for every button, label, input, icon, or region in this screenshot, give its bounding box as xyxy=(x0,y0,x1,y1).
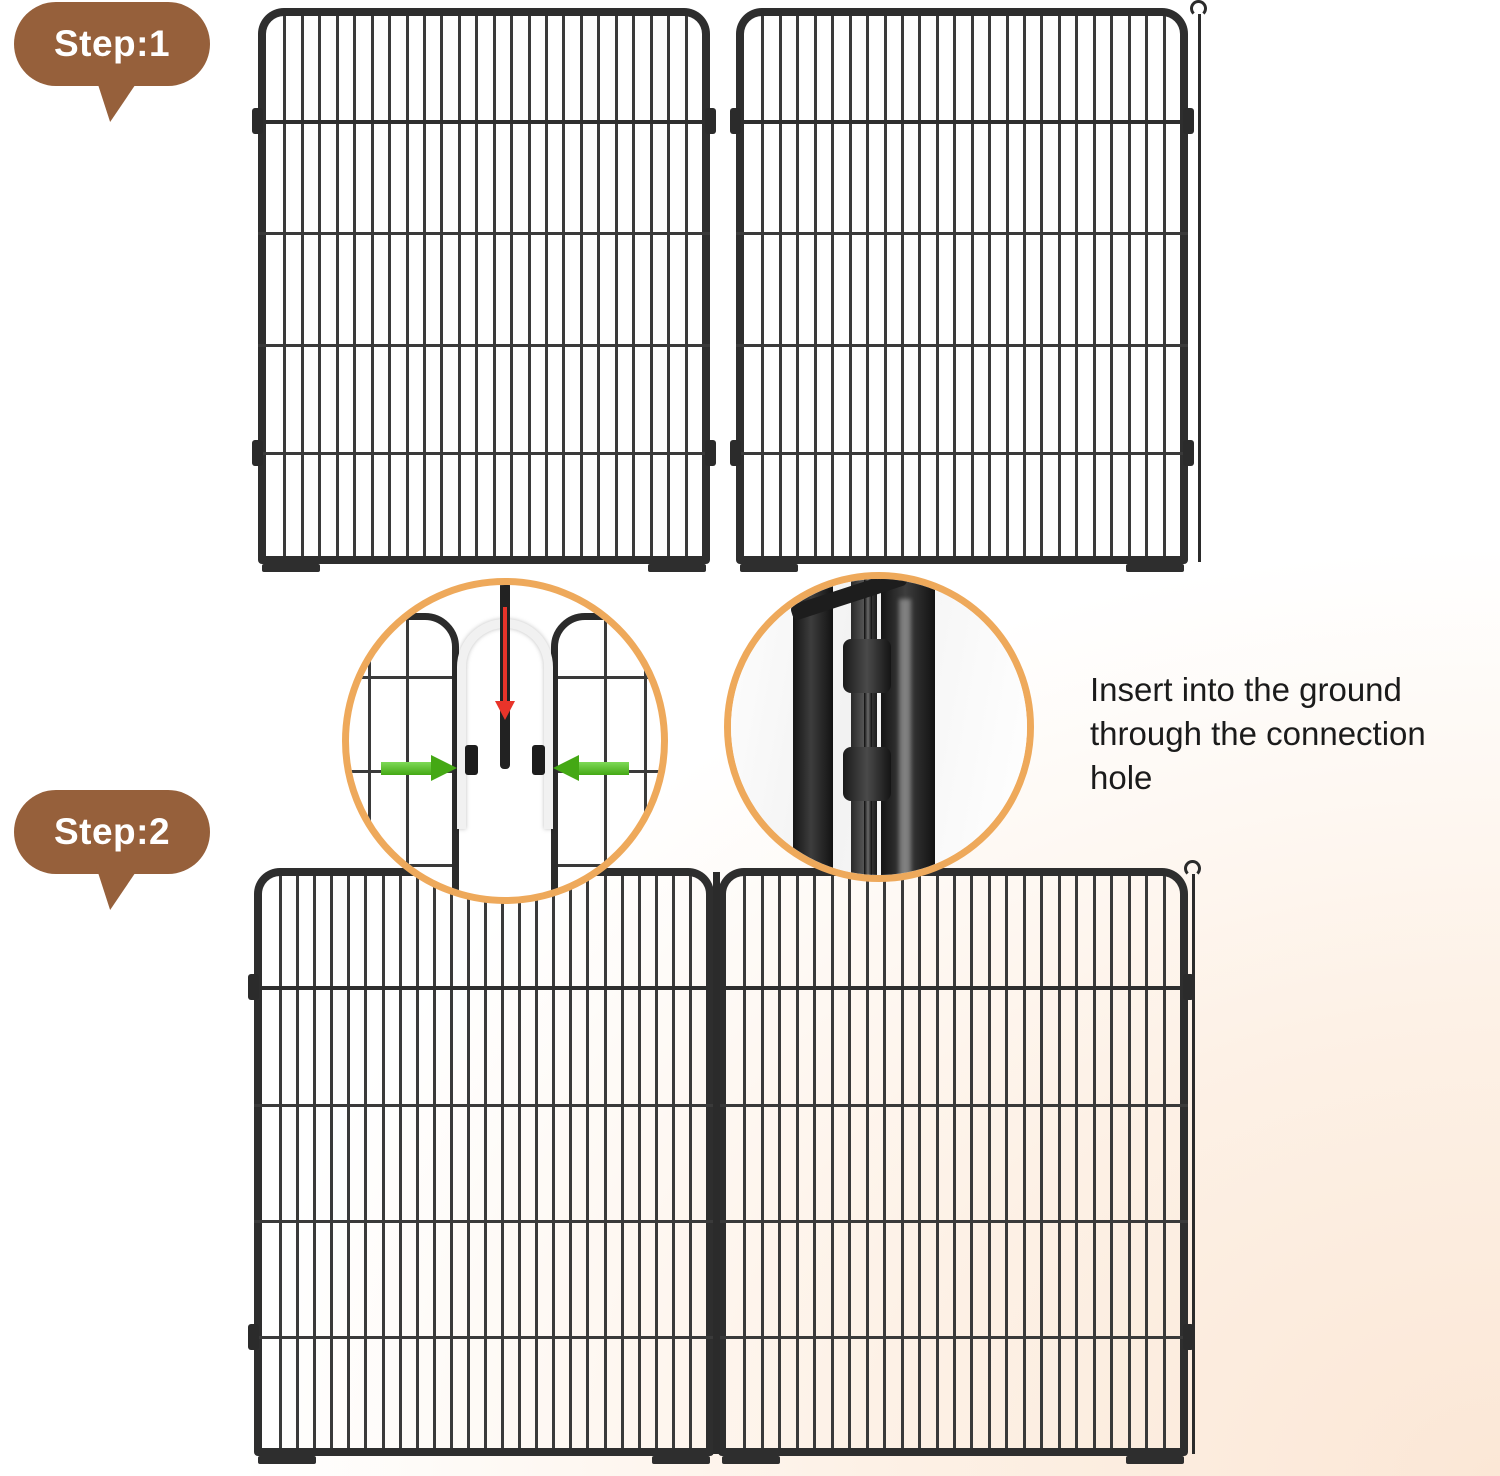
stake-hook-icon xyxy=(1190,0,1207,17)
panel-bar xyxy=(796,876,799,1448)
panel-bar xyxy=(475,16,478,556)
callout-tail-icon xyxy=(88,866,140,910)
panel-bar xyxy=(528,16,531,556)
panel-bar xyxy=(545,16,548,556)
panel-bar xyxy=(318,16,321,556)
callout-content xyxy=(349,585,661,897)
panel-bar xyxy=(918,876,921,1448)
step1-panel-right xyxy=(736,8,1188,564)
panel-rail xyxy=(254,1336,714,1339)
panel-bar xyxy=(1163,16,1166,556)
panel-bar xyxy=(597,16,600,556)
panel-connector-nub xyxy=(705,440,716,466)
panel-bar xyxy=(423,16,426,556)
panel-bar xyxy=(831,16,834,556)
panel-bar xyxy=(580,16,583,556)
stake-hook-icon xyxy=(1184,860,1201,877)
panel-bar xyxy=(1093,16,1096,556)
panel-bar xyxy=(685,16,688,556)
panel-bar xyxy=(615,16,618,556)
panel-bar xyxy=(433,876,436,1448)
panel-bar xyxy=(371,16,374,556)
callout-ground-stake xyxy=(724,572,1034,882)
step-1-badge xyxy=(14,2,210,86)
panel-bar xyxy=(458,16,461,556)
panel-bar xyxy=(501,876,504,1448)
panel-connector-nub xyxy=(252,440,263,466)
panel-rail xyxy=(718,1104,1188,1107)
panel-bar xyxy=(493,16,496,556)
panel-bar xyxy=(569,876,572,1448)
panel-bar xyxy=(884,16,887,556)
panel-bar xyxy=(1145,16,1148,556)
panel-bar xyxy=(1128,16,1131,556)
panel-vertical-bars xyxy=(726,876,1180,1448)
panel-bar xyxy=(1075,16,1078,556)
step-2-label: Step:2 xyxy=(53,811,171,852)
panel-bar xyxy=(330,876,333,1448)
panel-bar xyxy=(1040,16,1043,556)
callout-content xyxy=(731,579,1027,875)
callout-panel-join xyxy=(342,578,668,904)
panel-bar xyxy=(382,876,385,1448)
panel-bar xyxy=(510,16,513,556)
panel-bar xyxy=(1005,876,1008,1448)
panel-bar xyxy=(953,876,956,1448)
panel-bar xyxy=(778,876,781,1448)
panel-bar xyxy=(849,16,852,556)
panel-bar xyxy=(1023,876,1026,1448)
panel-bar xyxy=(672,876,675,1448)
panel-bar xyxy=(655,876,658,1448)
connection-hole xyxy=(843,639,891,693)
step2-panel-right xyxy=(718,868,1188,1456)
instruction-caption: Insert into the ground through the connection hole xyxy=(1090,671,1426,796)
panel-bar xyxy=(866,16,869,556)
panel-connector-nub xyxy=(252,108,263,134)
panel-rail xyxy=(718,1220,1188,1223)
panel-rail xyxy=(718,1336,1188,1339)
panel-bar xyxy=(313,876,316,1448)
panel-connector-nub xyxy=(730,108,741,134)
panel-bar xyxy=(761,876,764,1448)
panel-bar xyxy=(848,876,851,1448)
panel-bar xyxy=(1058,16,1061,556)
panel-vertical-bars xyxy=(262,876,706,1448)
panel-connector-nub xyxy=(532,745,545,775)
panel-bar xyxy=(586,876,589,1448)
panel-foot xyxy=(648,564,706,572)
panel-bar xyxy=(883,876,886,1448)
panel-rail xyxy=(736,452,1188,455)
panel-bar xyxy=(1093,876,1096,1448)
panel-bar xyxy=(562,16,565,556)
panel-bar xyxy=(279,876,282,1448)
panel-vertical-bars xyxy=(744,16,1180,556)
connection-hole xyxy=(843,747,891,801)
panel-rail xyxy=(254,986,714,990)
panel-foot xyxy=(1126,1456,1184,1464)
panel-bar xyxy=(796,16,799,556)
metal-post xyxy=(793,579,833,875)
panel-bar xyxy=(1075,876,1078,1448)
panel-bar xyxy=(406,16,409,556)
panel-bar xyxy=(364,876,367,1448)
step1-panel-left xyxy=(258,8,710,564)
panel-bar xyxy=(814,16,817,556)
panel-bar xyxy=(467,876,470,1448)
panel-bar xyxy=(353,16,356,556)
panel-bar xyxy=(936,16,939,556)
panel-bar xyxy=(388,16,391,556)
panel-bar xyxy=(831,876,834,1448)
panel-connector-nub xyxy=(465,745,478,775)
panel-foot xyxy=(1126,564,1184,572)
panel-bar xyxy=(535,876,538,1448)
panel-foot xyxy=(262,564,320,572)
panel-bar xyxy=(971,16,974,556)
panel-bar xyxy=(347,876,350,1448)
panel-bar xyxy=(988,16,991,556)
step-1-label: Step:1 xyxy=(53,23,171,64)
panel-vertical-bars xyxy=(266,16,702,556)
panel-bar xyxy=(518,876,521,1448)
panel-connector-nub xyxy=(248,1324,259,1350)
panel-bar xyxy=(336,16,339,556)
panel-bar xyxy=(650,16,653,556)
panel-joint-post xyxy=(713,872,720,1454)
panel-bar xyxy=(970,876,973,1448)
step-2-badge xyxy=(14,790,210,874)
panel-rail xyxy=(258,344,710,347)
panel-bar xyxy=(936,876,939,1448)
panel-bar xyxy=(283,16,286,556)
panel-bar xyxy=(813,876,816,1448)
post-highlight xyxy=(899,599,911,875)
panel-bar xyxy=(632,16,635,556)
panel-bar xyxy=(604,876,607,1448)
panel-bar xyxy=(484,876,487,1448)
panel-bar xyxy=(621,876,624,1448)
panel-bar xyxy=(1040,876,1043,1448)
panel-connector-nub xyxy=(248,974,259,1000)
panel-bar xyxy=(689,876,692,1448)
red-down-arrow-icon xyxy=(503,607,507,703)
metal-post-pin-icon xyxy=(864,579,872,875)
panel-foot xyxy=(652,1456,710,1464)
panel-bar xyxy=(918,16,921,556)
panel-foot xyxy=(722,1456,780,1464)
panel-bar xyxy=(1006,16,1009,556)
callout-tail-icon xyxy=(88,78,140,122)
panel-bar xyxy=(1110,16,1113,556)
panel-bar xyxy=(552,876,555,1448)
panel-rail xyxy=(736,344,1188,347)
panel-rail xyxy=(718,986,1188,990)
panel-rail xyxy=(258,232,710,235)
panel-bar xyxy=(761,16,764,556)
panel-bar xyxy=(1145,876,1148,1448)
panel-bar xyxy=(416,876,419,1448)
step2-panel-left xyxy=(254,868,714,1456)
panel-rail xyxy=(254,1220,714,1223)
panel-bar xyxy=(1163,876,1166,1448)
panel-connector-nub xyxy=(705,108,716,134)
panel-bar xyxy=(1128,876,1131,1448)
panel-bar xyxy=(399,876,402,1448)
panel-bar xyxy=(301,16,304,556)
panel-bar xyxy=(296,876,299,1448)
panel-foot xyxy=(740,564,798,572)
panel-rail xyxy=(258,452,710,455)
green-left-arrow-icon xyxy=(551,757,629,779)
panel-bar xyxy=(901,16,904,556)
panel-rail xyxy=(258,120,710,124)
panel-bar xyxy=(988,876,991,1448)
ground-stake xyxy=(1192,874,1195,1454)
panel-bar xyxy=(779,16,782,556)
panel-bar xyxy=(667,16,670,556)
panel-bar xyxy=(953,16,956,556)
panel-connector-nub xyxy=(1183,108,1194,134)
panel-bar xyxy=(866,876,869,1448)
green-right-arrow-icon xyxy=(381,757,459,779)
panel-bar xyxy=(1023,16,1026,556)
panel-foot xyxy=(258,1456,316,1464)
panel-rail xyxy=(736,120,1188,124)
panel-connector-nub xyxy=(730,440,741,466)
panel-rail xyxy=(254,1104,714,1107)
panel-rail xyxy=(736,232,1188,235)
panel-bar xyxy=(440,16,443,556)
panel-bar xyxy=(901,876,904,1448)
panel-bar xyxy=(1110,876,1113,1448)
panel-connector-nub xyxy=(1183,440,1194,466)
panel-bar xyxy=(450,876,453,1448)
ground-stake xyxy=(1198,14,1201,562)
panel-bar xyxy=(638,876,641,1448)
panel-bar xyxy=(743,876,746,1448)
panel-bar xyxy=(1058,876,1061,1448)
